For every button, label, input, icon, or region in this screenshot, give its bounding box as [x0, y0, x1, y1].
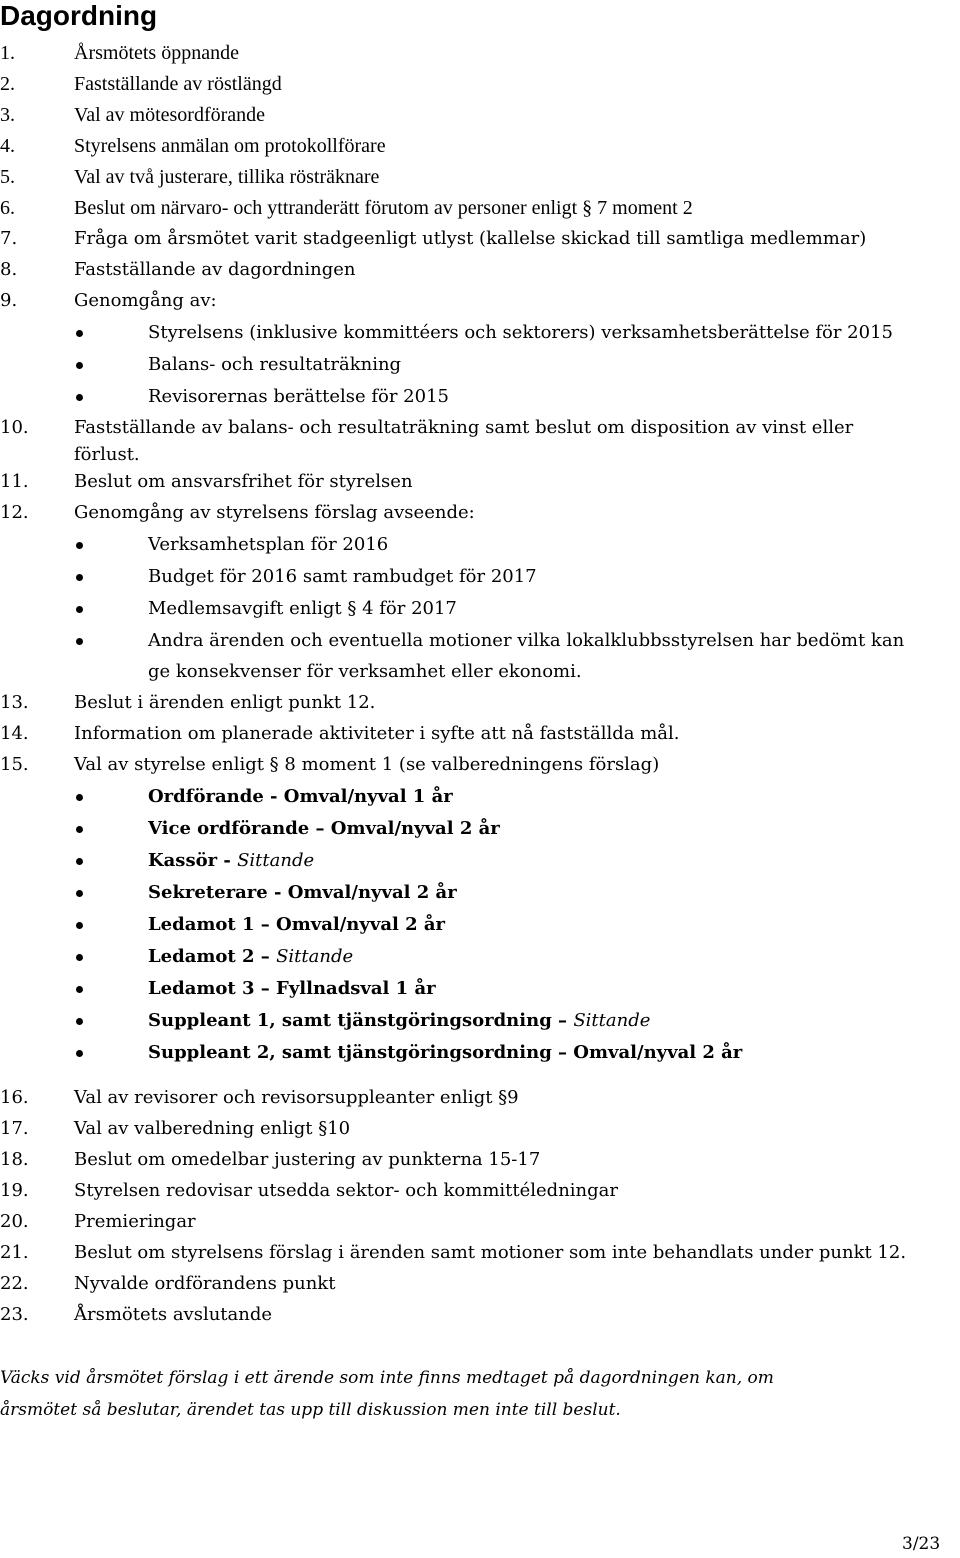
bullet-icon [76, 986, 83, 993]
bullet-icon [76, 362, 83, 369]
board-role-label: Suppleant 1, samt tjänstgöringsordning – [148, 1010, 574, 1031]
closing-note-line: årsmötet så beslutar, ärendet tas upp till diskussion men inte till beslut. [0, 1400, 621, 1420]
item-text: Genomgång av styrelsens förslag avseende: [74, 502, 475, 523]
item-number: 7. [0, 228, 18, 249]
item-number: 19. [0, 1180, 29, 1201]
board-role-label: Kassör - [148, 850, 238, 871]
board-role-status: Sittande [573, 1010, 651, 1031]
item-number: 22. [0, 1273, 29, 1294]
item-text: Årsmötets öppnande [74, 42, 239, 64]
board-role-label: Ordförande - Omval/nyval 1 år [148, 786, 453, 807]
item-number: 2. [0, 73, 15, 95]
sub-item-text: Medlemsavgift enligt § 4 för 2017 [148, 598, 457, 619]
item-text: Premieringar [74, 1211, 196, 1232]
item-text: Beslut om närvaro- och yttranderätt förutom av personer enligt § 7 moment 2 [74, 197, 693, 219]
closing-note-line: Väcks vid årsmötet förslag i ett ärende som inte finns medtaget på dagordningen kan, om [0, 1368, 774, 1388]
sub-item-text: Verksamhetsplan för 2016 [148, 534, 389, 555]
item-number: 3. [0, 104, 15, 126]
bullet-icon [76, 858, 83, 865]
board-role-label: Ledamot 3 – Fyllnadsval 1 år [148, 978, 436, 999]
item-text: Fastställande av röstlängd [74, 73, 282, 95]
item-text: Beslut i ärenden enligt punkt 12. [74, 692, 376, 713]
item-number: 16. [0, 1087, 29, 1108]
item-number: 13. [0, 692, 29, 713]
page-number: 3/23 [902, 1534, 941, 1554]
item-text: Val av mötesordförande [74, 104, 266, 126]
item-number: 4. [0, 135, 15, 157]
bullet-icon [76, 890, 83, 897]
bullet-icon [76, 330, 83, 337]
item-text: Information om planerade aktiviteter i syfte att nå fastställda mål. [74, 723, 680, 744]
bullet-icon [76, 794, 83, 801]
bullet-icon [76, 638, 83, 645]
item-text: Beslut om styrelsens förslag i ärenden samt motioner som inte behandlats under punkt 12. [74, 1242, 907, 1263]
sub-item-text: Styrelsens (inklusive kommittéers och sektorers) verksamhetsberättelse för 2015 [148, 322, 893, 343]
item-number: 6. [0, 197, 15, 219]
sub-item-text: Balans- och resultaträkning [148, 354, 402, 375]
bullet-icon [76, 954, 83, 961]
bullet-icon [76, 574, 83, 581]
item-number: 12. [0, 502, 29, 523]
board-role-label: Ledamot 2 – [148, 946, 277, 967]
item-text-continuation: förlust. [74, 444, 140, 465]
sub-item-text: Andra ärenden och eventuella motioner vilka lokalklubbsstyrelsen har bedömt kan [148, 630, 905, 651]
item-text: Fråga om årsmötet varit stadgeenligt utlyst (kallelse skickad till samtliga medlemmar) [74, 228, 867, 249]
item-text: Val av styrelse enligt § 8 moment 1 (se valberedningens förslag) [74, 754, 660, 775]
item-text: Beslut om omedelbar justering av punkterna 15-17 [74, 1149, 541, 1170]
item-number: 15. [0, 754, 29, 775]
item-number: 21. [0, 1242, 29, 1263]
item-number: 18. [0, 1149, 29, 1170]
item-number: 5. [0, 166, 15, 188]
board-role-status: Sittande [237, 850, 315, 871]
item-text: Fastställande av dagordningen [74, 259, 356, 280]
item-number: 17. [0, 1118, 29, 1139]
item-text: Beslut om ansvarsfrihet för styrelsen [74, 471, 413, 492]
sub-item-text: Budget för 2016 samt rambudget för 2017 [148, 566, 537, 587]
bullet-icon [76, 606, 83, 613]
item-number: 9. [0, 290, 18, 311]
item-text: Val av revisorer och revisorsuppleanter enligt §9 [74, 1087, 519, 1108]
sub-item-text: Revisorernas berättelse för 2015 [148, 386, 449, 407]
item-text: Styrelsen redovisar utsedda sektor- och kommittéledningar [74, 1180, 618, 1201]
item-text: Årsmötets avslutande [74, 1304, 273, 1325]
bullet-icon [76, 1050, 83, 1057]
item-number: 20. [0, 1211, 29, 1232]
item-number: 1. [0, 42, 15, 64]
bullet-icon [76, 542, 83, 549]
item-text: Val av två justerare, tillika rösträknare [74, 166, 380, 188]
board-role-status: Sittande [276, 946, 354, 967]
item-number: 23. [0, 1304, 29, 1325]
item-text: Nyvalde ordförandens punkt [74, 1273, 336, 1294]
sub-item-text: ge konsekvenser för verksamhet eller ekonomi. [148, 661, 582, 682]
page-title: Dagordning [0, 0, 158, 31]
item-number: 14. [0, 723, 29, 744]
item-text: Genomgång av: [74, 290, 217, 311]
bullet-icon [76, 1018, 83, 1025]
board-role-label: Ledamot 1 – Omval/nyval 2 år [148, 914, 446, 935]
item-text: Fastställande av balans- och resultaträkning samt beslut om disposition av vinst eller [74, 417, 854, 438]
bullet-icon [76, 922, 83, 929]
bullet-icon [76, 394, 83, 401]
bullet-icon [76, 826, 83, 833]
item-number: 11. [0, 471, 29, 492]
item-number: 10. [0, 417, 29, 438]
item-number: 8. [0, 259, 18, 280]
board-role-label: Suppleant 2, samt tjänstgöringsordning – Omval/nyval 2 år [148, 1042, 743, 1063]
board-role-label: Vice ordförande – Omval/nyval 2 år [148, 818, 500, 839]
item-text: Styrelsens anmälan om protokollförare [74, 135, 386, 157]
board-role-label: Sekreterare - Omval/nyval 2 år [148, 882, 457, 903]
item-text: Val av valberedning enligt §10 [74, 1118, 351, 1139]
